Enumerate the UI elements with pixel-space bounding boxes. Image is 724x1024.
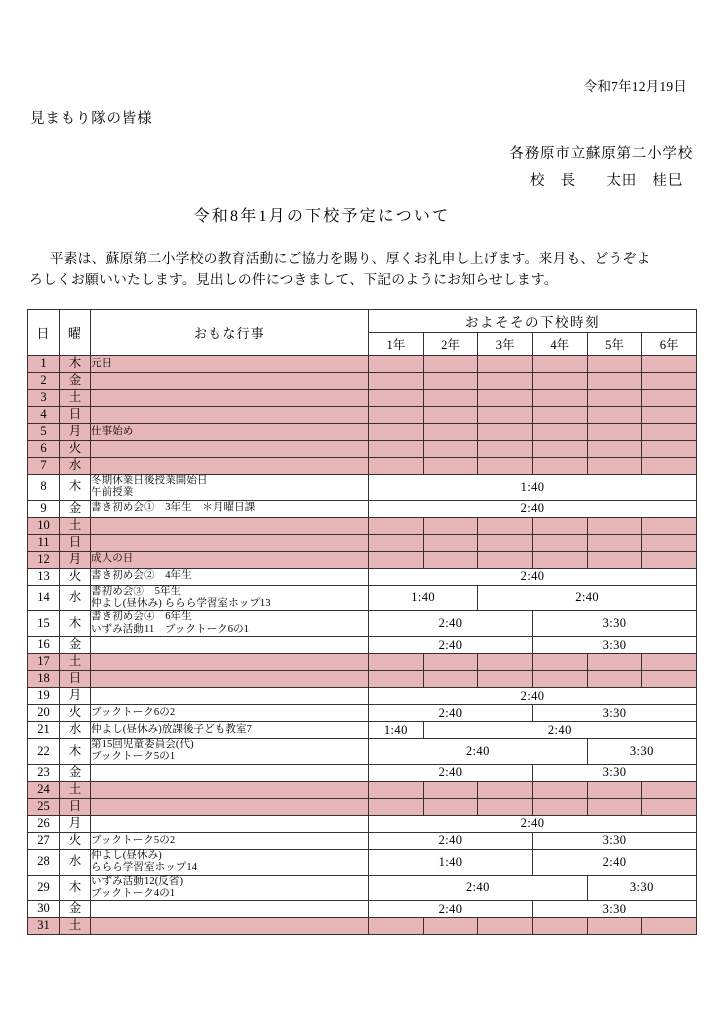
cell-dismissal-time bbox=[532, 654, 587, 671]
table-row bbox=[28, 722, 697, 739]
cell-event bbox=[91, 875, 369, 901]
table-row bbox=[28, 901, 697, 918]
cell-day: 10 bbox=[28, 517, 60, 534]
cell-dismissal-time bbox=[642, 372, 697, 389]
table-row bbox=[28, 832, 697, 849]
table-row bbox=[28, 500, 697, 517]
cell-event bbox=[91, 372, 369, 389]
cell-dismissal-time bbox=[642, 389, 697, 406]
cell-weekday: 月 bbox=[60, 551, 91, 568]
cell-dismissal-time bbox=[423, 654, 478, 671]
cell-weekday: 月 bbox=[60, 688, 91, 705]
cell-dismissal-time bbox=[423, 355, 478, 372]
table-row bbox=[28, 389, 697, 406]
cell-day: 26 bbox=[28, 815, 60, 832]
cell-dismissal-time bbox=[532, 534, 587, 551]
cell-weekday: 火 bbox=[60, 568, 91, 585]
cell-dismissal-time bbox=[642, 671, 697, 688]
cell-event bbox=[91, 637, 369, 654]
cell-day: 24 bbox=[28, 781, 60, 798]
cell-dismissal-time: 2:40 bbox=[369, 875, 588, 901]
table-row bbox=[28, 637, 697, 654]
cell-weekday: 水 bbox=[60, 457, 91, 474]
cell-dismissal-time: 1:40 bbox=[369, 722, 424, 739]
cell-event bbox=[91, 654, 369, 671]
school-name: 各務原市立蘇原第二小学校 bbox=[509, 146, 693, 162]
cell-weekday: 土 bbox=[60, 918, 91, 935]
cell-dismissal-time bbox=[478, 372, 533, 389]
cell-event bbox=[91, 440, 369, 457]
header-grade-3: 3年 bbox=[478, 332, 533, 355]
event-line-1: 書き初め会② 4年生 bbox=[91, 570, 192, 582]
cell-day: 12 bbox=[28, 551, 60, 568]
cell-dismissal-time: 1:40 bbox=[369, 585, 478, 611]
table-row bbox=[28, 739, 697, 765]
cell-dismissal-time bbox=[532, 406, 587, 423]
cell-dismissal-time bbox=[423, 918, 478, 935]
cell-dismissal-time: 1:40 bbox=[369, 474, 697, 500]
cell-day: 21 bbox=[28, 722, 60, 739]
cell-dismissal-time bbox=[587, 423, 642, 440]
cell-dismissal-time: 2:40 bbox=[532, 849, 696, 875]
cell-dismissal-time: 3:30 bbox=[532, 901, 696, 918]
cell-day: 13 bbox=[28, 568, 60, 585]
cell-event bbox=[91, 423, 369, 440]
cell-event bbox=[91, 739, 369, 765]
event-line-2: ブックトーク5の1 bbox=[91, 751, 176, 763]
cell-dismissal-time bbox=[478, 781, 533, 798]
cell-day: 7 bbox=[28, 457, 60, 474]
cell-dismissal-time bbox=[587, 918, 642, 935]
cell-dismissal-time bbox=[642, 654, 697, 671]
cell-weekday: 土 bbox=[60, 517, 91, 534]
table-row bbox=[28, 551, 697, 568]
event-line-1: いずみ活動12(反省) bbox=[91, 875, 184, 887]
table-row bbox=[28, 918, 697, 935]
table-row bbox=[28, 781, 697, 798]
cell-dismissal-time bbox=[369, 355, 424, 372]
cell-dismissal-time bbox=[423, 406, 478, 423]
cell-weekday: 金 bbox=[60, 901, 91, 918]
cell-dismissal-time: 3:30 bbox=[532, 832, 696, 849]
schedule-table bbox=[27, 309, 697, 936]
cell-dismissal-time bbox=[532, 551, 587, 568]
table-row bbox=[28, 585, 697, 611]
cell-day: 30 bbox=[28, 901, 60, 918]
cell-dismissal-time bbox=[478, 440, 533, 457]
event-line-1: ブックトーク6の2 bbox=[91, 706, 176, 718]
cell-event bbox=[91, 534, 369, 551]
header-grade-4: 4年 bbox=[532, 332, 587, 355]
header-grade-6: 6年 bbox=[642, 332, 697, 355]
schedule-table-body bbox=[28, 355, 697, 935]
header-grade-2: 2年 bbox=[423, 332, 478, 355]
header-dismissal-group: およそその下校時刻 bbox=[369, 309, 697, 332]
header-day: 日 bbox=[28, 309, 60, 355]
header-event: おもな行事 bbox=[91, 309, 369, 355]
cell-dismissal-time bbox=[423, 517, 478, 534]
event-line-1: 書き初め会④ 6年生 bbox=[91, 611, 192, 623]
cell-day: 2 bbox=[28, 372, 60, 389]
cell-event bbox=[91, 551, 369, 568]
cell-dismissal-time bbox=[423, 372, 478, 389]
cell-weekday: 日 bbox=[60, 671, 91, 688]
cell-dismissal-time bbox=[369, 389, 424, 406]
cell-event bbox=[91, 568, 369, 585]
document-date: 令和7年12月19日 bbox=[583, 79, 687, 94]
cell-dismissal-time bbox=[532, 423, 587, 440]
cell-dismissal-time: 3:30 bbox=[587, 875, 696, 901]
cell-dismissal-time bbox=[369, 457, 424, 474]
table-row bbox=[28, 355, 697, 372]
cell-dismissal-time bbox=[532, 798, 587, 815]
cell-dismissal-time bbox=[532, 440, 587, 457]
cell-dismissal-time bbox=[423, 551, 478, 568]
event-line-1: 第15回児童委員会(代) bbox=[91, 739, 194, 750]
cell-weekday: 土 bbox=[60, 781, 91, 798]
cell-weekday: 金 bbox=[60, 637, 91, 654]
cell-event bbox=[91, 849, 369, 875]
cell-dismissal-time bbox=[478, 406, 533, 423]
cell-day: 15 bbox=[28, 611, 60, 637]
table-row bbox=[28, 688, 697, 705]
table-row bbox=[28, 406, 697, 423]
cell-weekday: 水 bbox=[60, 849, 91, 875]
event-line-1: 仲よし(昼休み) bbox=[91, 849, 162, 861]
table-row bbox=[28, 815, 697, 832]
cell-weekday: 月 bbox=[60, 423, 91, 440]
cell-dismissal-time bbox=[587, 671, 642, 688]
cell-event bbox=[91, 671, 369, 688]
cell-event bbox=[91, 688, 369, 705]
cell-weekday: 火 bbox=[60, 832, 91, 849]
event-line-1: 書き初め会① 3年生 ＊月曜日課 bbox=[91, 502, 256, 514]
cell-day: 25 bbox=[28, 798, 60, 815]
cell-dismissal-time bbox=[478, 798, 533, 815]
body-line-1: 平素は、蘇原第二小学校の教育活動にご協力を賜り、厚くお礼申し上げます。来月も、どうぞよ bbox=[49, 251, 651, 266]
cell-dismissal-time bbox=[587, 440, 642, 457]
cell-dismissal-time: 2:40 bbox=[369, 637, 533, 654]
cell-dismissal-time bbox=[587, 534, 642, 551]
cell-day: 6 bbox=[28, 440, 60, 457]
cell-event bbox=[91, 798, 369, 815]
table-row bbox=[28, 705, 697, 722]
cell-dismissal-time bbox=[369, 654, 424, 671]
event-line-1: 元日 bbox=[91, 357, 113, 369]
cell-dismissal-time bbox=[369, 440, 424, 457]
schedule-table-wrapper bbox=[27, 309, 697, 936]
cell-event bbox=[91, 474, 369, 500]
cell-day: 8 bbox=[28, 474, 60, 500]
event-line-1: 仕事始め bbox=[91, 425, 134, 437]
cell-dismissal-time bbox=[369, 423, 424, 440]
event-line-1: 成人の日 bbox=[91, 553, 134, 565]
cell-day: 23 bbox=[28, 764, 60, 781]
cell-weekday: 土 bbox=[60, 389, 91, 406]
table-row bbox=[28, 849, 697, 875]
cell-event bbox=[91, 500, 369, 517]
cell-dismissal-time: 1:40 bbox=[369, 849, 533, 875]
cell-day: 9 bbox=[28, 500, 60, 517]
cell-dismissal-time bbox=[478, 423, 533, 440]
cell-dismissal-time bbox=[587, 654, 642, 671]
cell-dismissal-time: 3:30 bbox=[587, 739, 696, 765]
cell-dismissal-time: 2:40 bbox=[369, 739, 588, 765]
cell-weekday: 木 bbox=[60, 355, 91, 372]
cell-event bbox=[91, 832, 369, 849]
event-line-1: 仲よし(昼休み)放課後子ども教室7 bbox=[91, 723, 252, 735]
cell-dismissal-time: 3:30 bbox=[532, 705, 696, 722]
table-row bbox=[28, 534, 697, 551]
cell-dismissal-time: 2:40 bbox=[369, 705, 533, 722]
cell-dismissal-time bbox=[369, 406, 424, 423]
cell-weekday: 水 bbox=[60, 722, 91, 739]
cell-dismissal-time bbox=[642, 355, 697, 372]
cell-event bbox=[91, 764, 369, 781]
event-line-2: いずみ活動11 ブックトーク6の1 bbox=[91, 623, 250, 635]
cell-weekday: 火 bbox=[60, 440, 91, 457]
cell-day: 4 bbox=[28, 406, 60, 423]
cell-dismissal-time bbox=[642, 918, 697, 935]
cell-event bbox=[91, 815, 369, 832]
table-row bbox=[28, 440, 697, 457]
table-row bbox=[28, 654, 697, 671]
cell-dismissal-time bbox=[642, 457, 697, 474]
table-row bbox=[28, 875, 697, 901]
cell-dismissal-time bbox=[642, 517, 697, 534]
cell-day: 3 bbox=[28, 389, 60, 406]
cell-dismissal-time bbox=[532, 918, 587, 935]
cell-weekday: 木 bbox=[60, 739, 91, 765]
cell-dismissal-time bbox=[532, 671, 587, 688]
cell-day: 27 bbox=[28, 832, 60, 849]
cell-day: 22 bbox=[28, 739, 60, 765]
event-line-2: ブックトーク4の1 bbox=[91, 887, 176, 899]
document-title: 令和8年1月の下校予定について bbox=[193, 208, 451, 225]
cell-day: 17 bbox=[28, 654, 60, 671]
document-body bbox=[27, 248, 697, 291]
cell-weekday: 木 bbox=[60, 611, 91, 637]
cell-dismissal-time bbox=[478, 389, 533, 406]
cell-weekday: 金 bbox=[60, 764, 91, 781]
cell-dismissal-time bbox=[423, 440, 478, 457]
cell-day: 28 bbox=[28, 849, 60, 875]
cell-dismissal-time bbox=[587, 355, 642, 372]
cell-weekday: 水 bbox=[60, 585, 91, 611]
cell-day: 31 bbox=[28, 918, 60, 935]
cell-dismissal-time bbox=[478, 517, 533, 534]
cell-dismissal-time bbox=[642, 781, 697, 798]
cell-dismissal-time: 2:40 bbox=[369, 500, 697, 517]
cell-dismissal-time bbox=[423, 389, 478, 406]
cell-dismissal-time bbox=[532, 781, 587, 798]
cell-weekday: 土 bbox=[60, 654, 91, 671]
cell-dismissal-time: 2:40 bbox=[369, 815, 697, 832]
cell-dismissal-time: 3:30 bbox=[532, 637, 696, 654]
cell-dismissal-time bbox=[587, 781, 642, 798]
header-dow: 曜 bbox=[60, 309, 91, 355]
cell-dismissal-time: 2:40 bbox=[423, 722, 696, 739]
cell-dismissal-time bbox=[478, 534, 533, 551]
event-line-1: ブックトーク5の2 bbox=[91, 834, 176, 846]
cell-dismissal-time bbox=[478, 654, 533, 671]
cell-dismissal-time bbox=[642, 798, 697, 815]
cell-dismissal-time bbox=[478, 551, 533, 568]
cell-event bbox=[91, 918, 369, 935]
cell-day: 14 bbox=[28, 585, 60, 611]
cell-day: 11 bbox=[28, 534, 60, 551]
cell-dismissal-time bbox=[369, 671, 424, 688]
table-row bbox=[28, 457, 697, 474]
cell-event bbox=[91, 457, 369, 474]
cell-dismissal-time bbox=[369, 551, 424, 568]
table-row bbox=[28, 372, 697, 389]
cell-dismissal-time bbox=[423, 671, 478, 688]
cell-dismissal-time bbox=[369, 534, 424, 551]
cell-dismissal-time bbox=[478, 918, 533, 935]
cell-dismissal-time: 3:30 bbox=[532, 764, 696, 781]
cell-dismissal-time bbox=[587, 457, 642, 474]
table-row bbox=[28, 474, 697, 500]
cell-dismissal-time bbox=[532, 389, 587, 406]
cell-day: 29 bbox=[28, 875, 60, 901]
cell-dismissal-time bbox=[532, 372, 587, 389]
cell-dismissal-time bbox=[642, 534, 697, 551]
cell-dismissal-time bbox=[478, 671, 533, 688]
cell-dismissal-time bbox=[587, 798, 642, 815]
cell-event bbox=[91, 355, 369, 372]
schedule-table-head bbox=[28, 309, 697, 355]
table-row bbox=[28, 423, 697, 440]
cell-event bbox=[91, 781, 369, 798]
cell-weekday: 木 bbox=[60, 875, 91, 901]
cell-dismissal-time bbox=[369, 798, 424, 815]
cell-dismissal-time bbox=[642, 406, 697, 423]
cell-dismissal-time bbox=[369, 781, 424, 798]
event-line-2: ららら学習室ホップ14 bbox=[91, 862, 198, 874]
cell-dismissal-time bbox=[423, 798, 478, 815]
body-line-2: ろしくお願いいたします。見出しの件につきまして、下記のようにお知らせします。 bbox=[29, 272, 558, 288]
cell-dismissal-time: 2:40 bbox=[369, 832, 533, 849]
table-row bbox=[28, 798, 697, 815]
cell-dismissal-time bbox=[532, 355, 587, 372]
cell-day: 16 bbox=[28, 637, 60, 654]
cell-dismissal-time: 2:40 bbox=[478, 585, 697, 611]
table-row bbox=[28, 568, 697, 585]
cell-event bbox=[91, 901, 369, 918]
cell-dismissal-time bbox=[532, 457, 587, 474]
principal-name: 校 長 太田 桂巳 bbox=[530, 173, 683, 189]
event-line-1: 冬期休業日後授業開始日 bbox=[91, 474, 208, 486]
cell-event bbox=[91, 585, 369, 611]
cell-dismissal-time: 2:40 bbox=[369, 764, 533, 781]
cell-weekday: 火 bbox=[60, 705, 91, 722]
cell-dismissal-time: 2:40 bbox=[369, 568, 697, 585]
cell-dismissal-time: 3:30 bbox=[532, 611, 696, 637]
cell-dismissal-time bbox=[423, 534, 478, 551]
cell-dismissal-time bbox=[587, 389, 642, 406]
cell-dismissal-time bbox=[532, 517, 587, 534]
cell-dismissal-time bbox=[587, 551, 642, 568]
cell-weekday: 金 bbox=[60, 500, 91, 517]
cell-weekday: 金 bbox=[60, 372, 91, 389]
event-line-1: 書初め会③ 5年生 bbox=[91, 585, 182, 597]
cell-dismissal-time: 2:40 bbox=[369, 611, 533, 637]
cell-dismissal-time bbox=[369, 372, 424, 389]
table-row bbox=[28, 671, 697, 688]
cell-dismissal-time bbox=[423, 457, 478, 474]
cell-dismissal-time bbox=[369, 918, 424, 935]
cell-dismissal-time bbox=[423, 781, 478, 798]
cell-dismissal-time bbox=[587, 406, 642, 423]
cell-day: 18 bbox=[28, 671, 60, 688]
event-line-2: 仲よし(昼休み) ららら学習室ホップ13 bbox=[91, 597, 271, 609]
cell-event bbox=[91, 389, 369, 406]
cell-dismissal-time: 2:40 bbox=[369, 688, 697, 705]
table-row bbox=[28, 517, 697, 534]
cell-day: 1 bbox=[28, 355, 60, 372]
cell-dismissal-time bbox=[587, 372, 642, 389]
cell-dismissal-time bbox=[478, 355, 533, 372]
cell-event bbox=[91, 611, 369, 637]
document-addressee: 見まもり隊の皆様 bbox=[30, 111, 153, 127]
cell-weekday: 日 bbox=[60, 798, 91, 815]
cell-event bbox=[91, 705, 369, 722]
cell-day: 5 bbox=[28, 423, 60, 440]
event-line-2: 午前授業 bbox=[91, 487, 134, 499]
cell-event bbox=[91, 406, 369, 423]
cell-weekday: 木 bbox=[60, 474, 91, 500]
cell-dismissal-time bbox=[369, 517, 424, 534]
cell-dismissal-time bbox=[587, 517, 642, 534]
cell-dismissal-time bbox=[642, 423, 697, 440]
cell-event bbox=[91, 722, 369, 739]
cell-day: 20 bbox=[28, 705, 60, 722]
header-grade-5: 5年 bbox=[587, 332, 642, 355]
cell-weekday: 日 bbox=[60, 406, 91, 423]
header-grade-1: 1年 bbox=[369, 332, 424, 355]
cell-dismissal-time bbox=[478, 457, 533, 474]
table-row bbox=[28, 764, 697, 781]
cell-dismissal-time bbox=[642, 440, 697, 457]
cell-dismissal-time bbox=[423, 423, 478, 440]
cell-day: 19 bbox=[28, 688, 60, 705]
cell-weekday: 月 bbox=[60, 815, 91, 832]
cell-weekday: 日 bbox=[60, 534, 91, 551]
table-row bbox=[28, 611, 697, 637]
cell-dismissal-time: 2:40 bbox=[369, 901, 533, 918]
cell-dismissal-time bbox=[642, 551, 697, 568]
cell-event bbox=[91, 517, 369, 534]
